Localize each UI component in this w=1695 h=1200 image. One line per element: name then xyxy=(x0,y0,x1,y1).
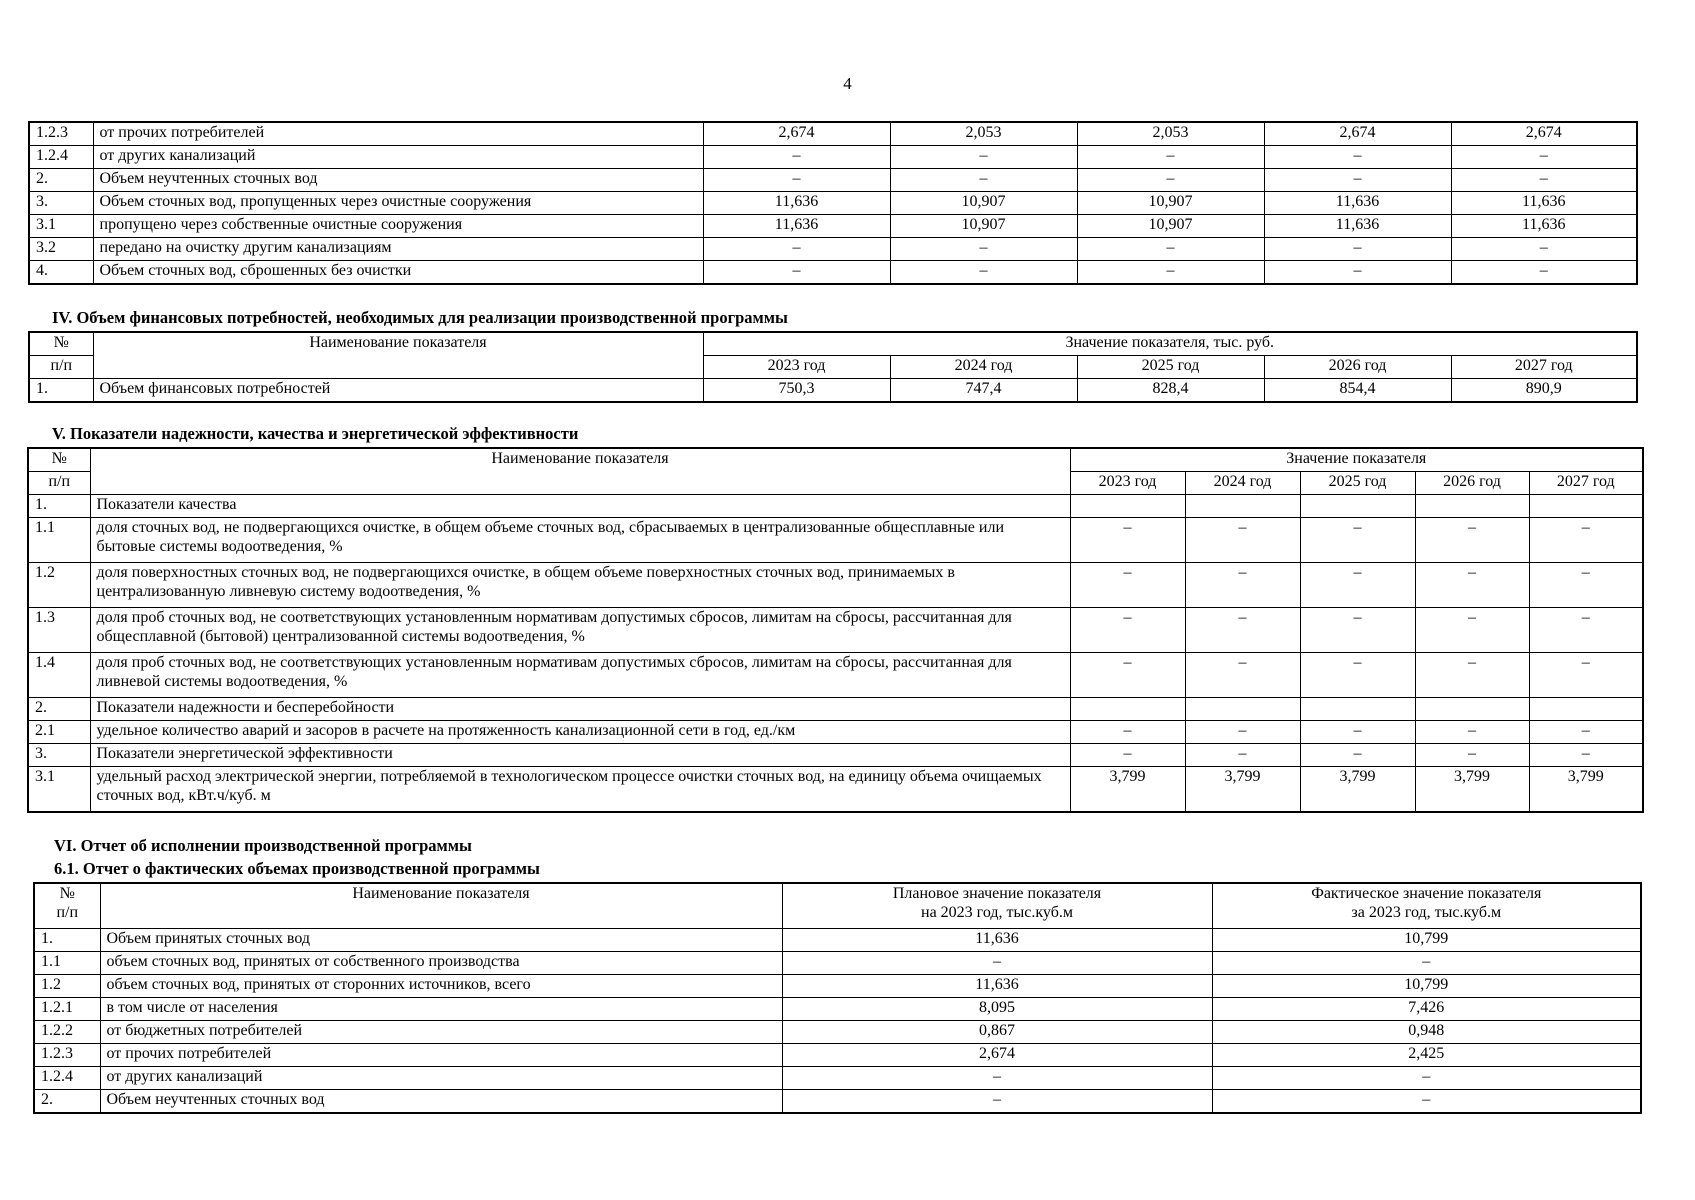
row-value xyxy=(1415,698,1529,721)
row-num: 1.1 xyxy=(28,518,90,563)
header-num-line1: № xyxy=(59,885,75,902)
row-value: 10,907 xyxy=(1077,215,1264,238)
row-fact-value: 10,799 xyxy=(1212,929,1641,952)
table-row xyxy=(29,169,1637,192)
row-plan-value: 2,674 xyxy=(782,1044,1212,1067)
row-value: – xyxy=(1415,653,1529,698)
row-value xyxy=(1070,698,1185,721)
row-name: Объем сточных вод, сброшенных без очистки xyxy=(93,261,703,285)
row-value: 854,4 xyxy=(1264,379,1451,403)
row-value xyxy=(1185,698,1300,721)
table-row xyxy=(29,192,1637,215)
row-num: 1.2 xyxy=(34,975,100,998)
header-num: № xyxy=(29,332,93,356)
volume-table-continued xyxy=(28,121,1638,285)
row-value xyxy=(1070,495,1185,518)
row-num: 1. xyxy=(29,379,93,403)
row-value: 11,636 xyxy=(1264,192,1451,215)
row-name: от бюджетных потребителей xyxy=(100,1021,782,1044)
section-4-title: IV. Объем финансовых потребностей, необходимых для реализации производственной программы xyxy=(52,308,788,327)
row-value: – xyxy=(1300,744,1415,767)
row-value: 3,799 xyxy=(1070,767,1185,813)
row-fact-value: 10,799 xyxy=(1212,975,1641,998)
row-value: 3,799 xyxy=(1415,767,1529,813)
row-value: 890,9 xyxy=(1451,379,1637,403)
row-value: – xyxy=(1529,653,1643,698)
row-value: 10,907 xyxy=(890,215,1077,238)
row-num: 1.2.4 xyxy=(29,146,93,169)
row-name: Объем принятых сточных вод xyxy=(100,929,782,952)
header-num-line2: п/п xyxy=(56,904,79,922)
row-name: доля проб сточных вод, не соответствующих установленным нормативам допустимых сбросов, лимитам на сбросы, рассчитанная для ливневой системы водоотведения, % xyxy=(90,653,1070,698)
table-row xyxy=(34,975,1641,998)
header-year: 2023 год xyxy=(703,356,890,379)
row-num: 1. xyxy=(34,929,100,952)
row-value: – xyxy=(1529,608,1643,653)
program-report-table xyxy=(33,882,1642,1114)
row-value: – xyxy=(1264,238,1451,261)
row-value: 2,674 xyxy=(703,122,890,146)
row-value: – xyxy=(1451,169,1637,192)
row-value: – xyxy=(1070,518,1185,563)
row-value: – xyxy=(1529,744,1643,767)
row-value: 3,799 xyxy=(1300,767,1415,813)
row-num: 1.2.1 xyxy=(34,998,100,1021)
row-name: объем сточных вод, принятых от сторонних источников, всего xyxy=(100,975,782,998)
row-value: – xyxy=(703,146,890,169)
row-value: – xyxy=(1415,608,1529,653)
row-value: 2,674 xyxy=(1451,122,1637,146)
row-num: 3.1 xyxy=(28,767,90,813)
section-6-title: VI. Отчет об исполнении производственной программы xyxy=(54,836,472,855)
row-name: Показатели энергетической эффективности xyxy=(90,744,1070,767)
table-row xyxy=(28,608,1643,653)
table-row xyxy=(29,146,1637,169)
table-row xyxy=(28,721,1643,744)
row-name: доля сточных вод, не подвергающихся очистке, в общем объеме сточных вод, сбрасываемых в централизованные общесплавные или бытовые системы водоотведения, % xyxy=(90,518,1070,563)
row-value: 750,3 xyxy=(703,379,890,403)
row-value: 3,799 xyxy=(1529,767,1643,813)
row-value: 11,636 xyxy=(1451,215,1637,238)
row-value: – xyxy=(1451,261,1637,285)
table-row xyxy=(34,1044,1641,1067)
row-value: 10,907 xyxy=(890,192,1077,215)
row-value: – xyxy=(1300,721,1415,744)
header-year: 2024 год xyxy=(1185,472,1300,495)
table-row xyxy=(28,698,1643,721)
financial-needs-table xyxy=(28,331,1638,403)
table-row xyxy=(34,1021,1641,1044)
header-fact-line1: Фактическое значение показателя xyxy=(1311,885,1542,902)
header-plan-line2: на 2023 год, тыс.куб.м xyxy=(921,904,1073,922)
table-row xyxy=(28,744,1643,767)
row-value: – xyxy=(703,261,890,285)
page-number: 4 xyxy=(843,74,852,93)
row-num: 1.2.3 xyxy=(34,1044,100,1067)
row-value: – xyxy=(1529,518,1643,563)
table-row xyxy=(28,653,1643,698)
row-value: – xyxy=(1185,653,1300,698)
row-value: 10,907 xyxy=(1077,192,1264,215)
table-row xyxy=(28,518,1643,563)
row-value: – xyxy=(1300,653,1415,698)
table-row xyxy=(34,1090,1641,1114)
row-value: – xyxy=(1070,721,1185,744)
row-name: Показатели надежности и бесперебойности xyxy=(90,698,1070,721)
row-value: – xyxy=(1077,146,1264,169)
row-num: 4. xyxy=(29,261,93,285)
row-value: 11,636 xyxy=(703,215,890,238)
row-value: – xyxy=(1185,518,1300,563)
row-value: – xyxy=(1070,653,1185,698)
reliability-quality-table xyxy=(27,447,1644,813)
row-value: – xyxy=(1185,563,1300,608)
row-name: от прочих потребителей xyxy=(100,1044,782,1067)
row-fact-value: – xyxy=(1212,1090,1641,1114)
row-value: 747,4 xyxy=(890,379,1077,403)
row-value: – xyxy=(1415,744,1529,767)
table-row xyxy=(34,929,1641,952)
header-num-sub: п/п xyxy=(29,356,93,379)
row-value: 2,674 xyxy=(1264,122,1451,146)
row-value: – xyxy=(1070,608,1185,653)
row-value: 11,636 xyxy=(1451,192,1637,215)
row-num: 3.1 xyxy=(29,215,93,238)
row-fact-value: 0,948 xyxy=(1212,1021,1641,1044)
row-value: – xyxy=(1415,518,1529,563)
row-value: – xyxy=(1264,169,1451,192)
header-year: 2023 год xyxy=(1070,472,1185,495)
row-value: – xyxy=(1185,744,1300,767)
row-num: 2. xyxy=(34,1090,100,1114)
row-name: удельное количество аварий и засоров в расчете на протяженность канализационной сети в год, ед./км xyxy=(90,721,1070,744)
row-value: – xyxy=(703,238,890,261)
header-plan-line1: Плановое значение показателя xyxy=(892,885,1102,902)
row-num: 2.1 xyxy=(28,721,90,744)
row-value: – xyxy=(1300,518,1415,563)
row-name: Объем сточных вод, пропущенных через очистные сооружения xyxy=(93,192,703,215)
row-fact-value: – xyxy=(1212,1067,1641,1090)
row-num: 1.3 xyxy=(28,608,90,653)
row-value: – xyxy=(1529,563,1643,608)
header-year: 2026 год xyxy=(1264,356,1451,379)
row-value: – xyxy=(1070,744,1185,767)
row-value xyxy=(1415,495,1529,518)
header-year: 2025 год xyxy=(1300,472,1415,495)
row-value xyxy=(1300,698,1415,721)
row-num: 1.2.4 xyxy=(34,1067,100,1090)
row-value xyxy=(1529,698,1643,721)
row-name: пропущено через собственные очистные сооружения xyxy=(93,215,703,238)
row-num: 3.2 xyxy=(29,238,93,261)
row-num: 2. xyxy=(29,169,93,192)
header-num-sub: п/п xyxy=(28,472,90,495)
row-value: – xyxy=(1077,261,1264,285)
row-value: – xyxy=(1415,563,1529,608)
row-value: 11,636 xyxy=(703,192,890,215)
header-name: Наименование показателя xyxy=(100,883,782,929)
row-name: в том числе от населения xyxy=(100,998,782,1021)
row-value: – xyxy=(1077,169,1264,192)
row-num: 1.2.3 xyxy=(29,122,93,146)
row-num: 1.2 xyxy=(28,563,90,608)
row-value: – xyxy=(1185,608,1300,653)
row-value: – xyxy=(1264,146,1451,169)
row-value: – xyxy=(1451,238,1637,261)
row-value: 11,636 xyxy=(1264,215,1451,238)
section-5-title: V. Показатели надежности, качества и энергетической эффективности xyxy=(52,424,579,443)
row-plan-value: 0,867 xyxy=(782,1021,1212,1044)
table-row xyxy=(29,261,1637,285)
table-row xyxy=(29,122,1637,146)
header-year: 2027 год xyxy=(1451,356,1637,379)
row-fact-value: 7,426 xyxy=(1212,998,1641,1021)
table-row xyxy=(34,1067,1641,1090)
row-name: от прочих потребителей xyxy=(93,122,703,146)
section-6-1-title: 6.1. Отчет о фактических объемах производственной программы xyxy=(54,859,540,878)
table-row xyxy=(28,495,1643,518)
row-value: – xyxy=(1415,721,1529,744)
row-value: – xyxy=(1300,563,1415,608)
header-name: Наименование показателя xyxy=(90,448,1070,495)
row-plan-value: – xyxy=(782,1067,1212,1090)
row-name: Показатели качества xyxy=(90,495,1070,518)
row-num: 1.4 xyxy=(28,653,90,698)
header-year: 2025 год xyxy=(1077,356,1264,379)
row-num: 3. xyxy=(29,192,93,215)
row-value: 3,799 xyxy=(1185,767,1300,813)
row-name: от других канализаций xyxy=(100,1067,782,1090)
row-num: 1.1 xyxy=(34,952,100,975)
row-value: – xyxy=(1070,563,1185,608)
row-num: 2. xyxy=(28,698,90,721)
row-plan-value: 11,636 xyxy=(782,929,1212,952)
row-value xyxy=(1185,495,1300,518)
row-value: – xyxy=(1264,261,1451,285)
row-value: 2,053 xyxy=(1077,122,1264,146)
row-name: объем сточных вод, принятых от собственного производства xyxy=(100,952,782,975)
row-fact-value: – xyxy=(1212,952,1641,975)
header-num: № xyxy=(28,448,90,472)
row-num: 1.2.2 xyxy=(34,1021,100,1044)
row-num: 1. xyxy=(28,495,90,518)
table-row xyxy=(29,379,1637,403)
row-value: 2,053 xyxy=(890,122,1077,146)
row-name: Объем финансовых потребностей xyxy=(93,379,703,403)
header-num xyxy=(34,883,100,929)
row-value: – xyxy=(1529,721,1643,744)
row-value: – xyxy=(890,238,1077,261)
table-row xyxy=(28,767,1643,813)
row-value xyxy=(1300,495,1415,518)
row-name: передано на очистку другим канализациям xyxy=(93,238,703,261)
header-year: 2027 год xyxy=(1529,472,1643,495)
row-value: – xyxy=(703,169,890,192)
row-value: – xyxy=(1451,146,1637,169)
row-name: доля проб сточных вод, не соответствующих установленным нормативам допустимых сбросов, лимитам на сбросы, рассчитанная для общесплавной (бытовой) централизованной системы водоотведения, % xyxy=(90,608,1070,653)
table-row xyxy=(29,215,1637,238)
row-name: от других канализаций xyxy=(93,146,703,169)
table-row xyxy=(34,952,1641,975)
row-value: 828,4 xyxy=(1077,379,1264,403)
row-value: – xyxy=(1185,721,1300,744)
row-value: – xyxy=(890,146,1077,169)
row-name: доля поверхностных сточных вод, не подвергающихся очистке, в общем объеме поверхностных сточных вод, принимаемых в централизованную ливневую систему водоотведения, % xyxy=(90,563,1070,608)
row-plan-value: 11,636 xyxy=(782,975,1212,998)
row-value: – xyxy=(1300,608,1415,653)
header-value: Значение показателя, тыс. руб. xyxy=(703,332,1637,356)
row-fact-value: 2,425 xyxy=(1212,1044,1641,1067)
row-name: Объем неучтенных сточных вод xyxy=(93,169,703,192)
row-value xyxy=(1529,495,1643,518)
row-plan-value: 8,095 xyxy=(782,998,1212,1021)
header-value: Значение показателя xyxy=(1070,448,1643,472)
header-plan xyxy=(782,883,1212,929)
header-fact xyxy=(1212,883,1641,929)
header-year: 2024 год xyxy=(890,356,1077,379)
row-value: – xyxy=(890,169,1077,192)
table-row xyxy=(29,238,1637,261)
header-year: 2026 год xyxy=(1415,472,1529,495)
row-name: удельный расход электрической энергии, потребляемой в технологическом процессе очистки сточных вод, на единицу объема очищаемых сточных вод, кВт.ч/куб. м xyxy=(90,767,1070,813)
table-row xyxy=(34,998,1641,1021)
row-value: – xyxy=(1077,238,1264,261)
header-name: Наименование показателя xyxy=(93,332,703,379)
row-num: 3. xyxy=(28,744,90,767)
row-plan-value: – xyxy=(782,1090,1212,1114)
row-name: Объем неучтенных сточных вод xyxy=(100,1090,782,1114)
row-plan-value: – xyxy=(782,952,1212,975)
table-row xyxy=(28,563,1643,608)
header-fact-line2: за 2023 год, тыс.куб.м xyxy=(1351,904,1502,922)
row-value: – xyxy=(890,261,1077,285)
